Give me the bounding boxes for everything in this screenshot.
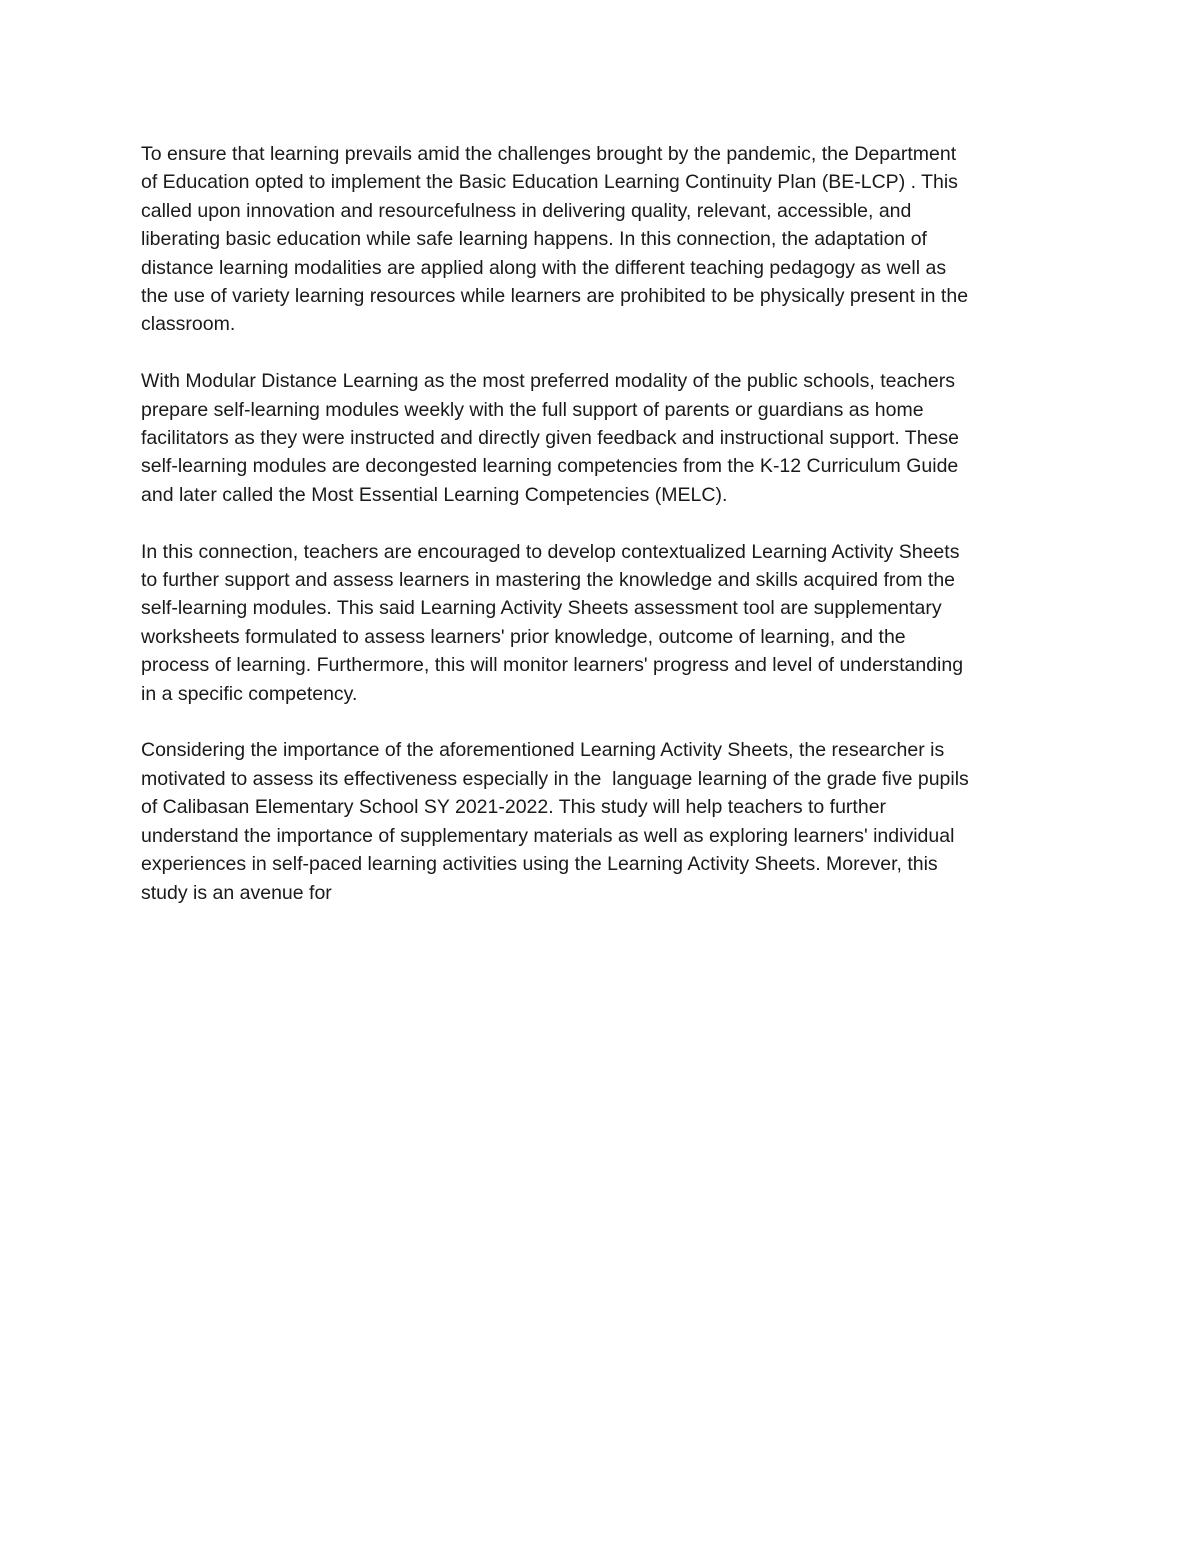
- text-line: of Calibasan Elementary School SY 2021-2022. This study will help teachers to further: [141, 796, 887, 819]
- text-line: worksheets formulated to assess learners' prior knowledge, outcome of learning, and the: [141, 625, 906, 648]
- text-line: in a specific competency.: [141, 682, 358, 705]
- text-line: self-learning modules. This said Learning Activity Sheets assessment tool are supplementary: [141, 597, 942, 620]
- text-line: of Education opted to implement the Basic Education Learning Continuity Plan (BE-LCP) . This: [141, 171, 958, 194]
- text-line: classroom.: [141, 313, 236, 336]
- document-body: [141, 140, 1071, 935]
- paragraph-1: [141, 140, 1071, 339]
- text-line: experiences in self-paced learning activities using the Learning Activity Sheets. Morever, this: [141, 853, 938, 876]
- text-line: To ensure that learning prevails amid the challenges brought by the pandemic, the Department: [141, 143, 957, 165]
- text-line: distance learning modalities are applied along with the different teaching pedagogy as well as: [141, 256, 947, 279]
- text-line: process of learning. Furthermore, this will monitor learners' progress and level of understanding: [141, 654, 964, 677]
- text-line: the use of variety learning resources while learners are prohibited to be physically present in the: [141, 285, 969, 308]
- text-line: self-learning modules are decongested learning competencies from the K-12 Curriculum Guide: [141, 455, 959, 478]
- text-line: and later called the Most Essential Learning Competencies (MELC).: [141, 483, 728, 506]
- text-line: to further support and assess learners in mastering the knowledge and skills acquired from the: [141, 569, 956, 592]
- text-line: motivated to assess its effectiveness especially in the language learning of the grade five pupils: [141, 767, 969, 790]
- paragraph-4: [141, 736, 1071, 906]
- text-line: study is an avenue for: [141, 881, 332, 904]
- text-line: understand the importance of supplementary materials as well as exploring learners' individual: [141, 824, 955, 847]
- text-line: With Modular Distance Learning as the most preferred modality of the public schools, teachers: [141, 370, 955, 393]
- text-line: called upon innovation and resourcefulness in delivering quality, relevant, accessible, and: [141, 199, 912, 222]
- text-line: Considering the importance of the aforementioned Learning Activity Sheets, the researcher is: [141, 739, 945, 762]
- paragraph-2: [141, 367, 1071, 509]
- text-line: facilitators as they were instructed and directly given feedback and instructional support. These: [141, 427, 960, 450]
- paragraph-3: [141, 538, 1071, 708]
- text-line: prepare self-learning modules weekly with the full support of parents or guardians as home: [141, 398, 924, 421]
- text-line: In this connection, teachers are encouraged to develop contextualized Learning Activity Sheets: [141, 540, 960, 563]
- text-line: liberating basic education while safe learning happens. In this connection, the adaptation of: [141, 228, 927, 251]
